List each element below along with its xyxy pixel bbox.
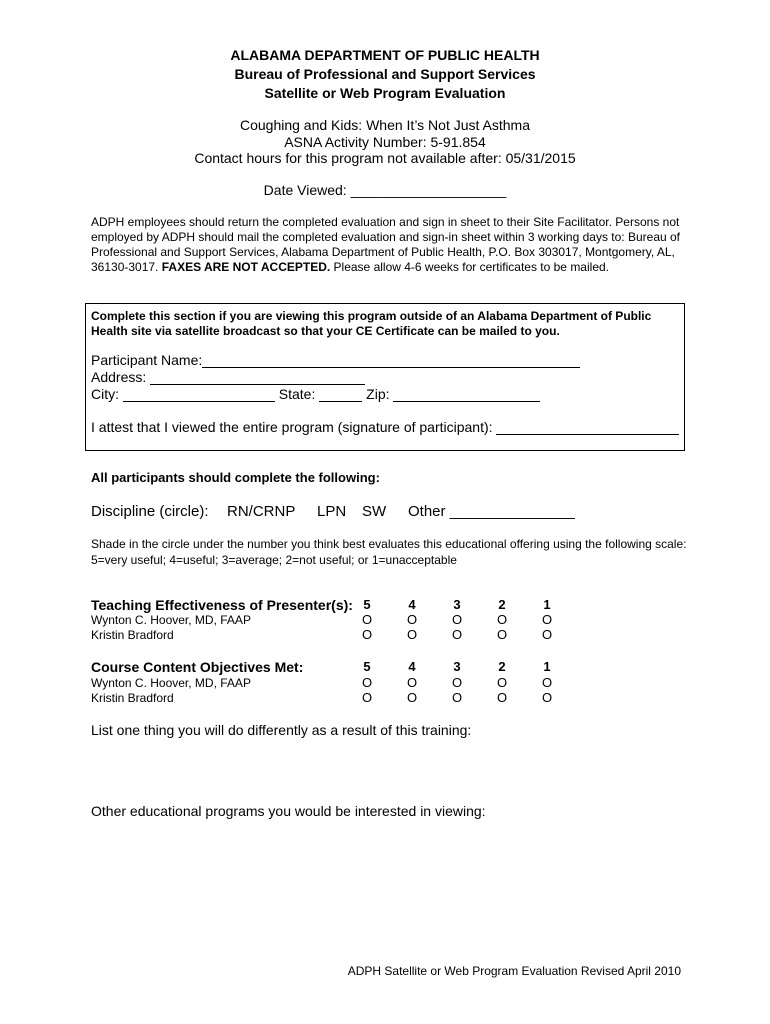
course-content-title: Course Content Objectives Met:: [91, 659, 304, 675]
address-row: [91, 369, 365, 385]
state-label: State:: [278, 386, 316, 402]
presenter-name: Wynton C. Hoover, MD, FAAP: [91, 676, 251, 690]
scale-number: 4: [408, 659, 416, 674]
signature-input[interactable]: [496, 420, 679, 435]
presenter-name: Kristin Bradford: [91, 628, 174, 642]
scale-number: 4: [408, 597, 416, 612]
rating-circle[interactable]: O: [361, 627, 373, 642]
state-input[interactable]: [319, 387, 362, 402]
rating-circle[interactable]: O: [406, 612, 418, 627]
all-participants-heading: All participants should complete the following:: [91, 470, 380, 485]
scale-number: 3: [453, 597, 461, 612]
no-fax-notice: FAXES ARE NOT ACCEPTED.: [161, 260, 331, 274]
rating-circle[interactable]: O: [496, 675, 508, 690]
rating-circle[interactable]: O: [361, 675, 373, 690]
scale-number: 2: [498, 659, 506, 674]
scale-number: 1: [543, 659, 551, 674]
rating-circle[interactable]: O: [361, 690, 373, 705]
presenter-name: Kristin Bradford: [91, 691, 174, 705]
teaching-effectiveness-title: Teaching Effectiveness of Presenter(s):: [91, 597, 353, 613]
rating-scale-instructions: Shade in the circle under the number you think best evaluates this educational offering using the following scale: 5=very useful; 4=useful; 3=average; 2=not useful; or 1=unacceptable: [91, 537, 687, 567]
discipline-option-lpn[interactable]: LPN: [317, 503, 347, 520]
address-label: Address:: [91, 369, 147, 385]
rating-circle[interactable]: O: [451, 612, 463, 627]
participant-name-label: Participant Name:: [91, 352, 203, 368]
rating-circle[interactable]: O: [451, 675, 463, 690]
contact-hours: Contact hours for this program not available after: 05/31/2015: [194, 150, 576, 166]
discipline-label: Discipline (circle):: [91, 503, 209, 520]
city-input[interactable]: [123, 387, 275, 402]
participant-name-input[interactable]: [202, 353, 580, 368]
zip-input[interactable]: [393, 387, 540, 402]
outside-site-section: [85, 303, 685, 451]
discipline-option-sw[interactable]: SW: [362, 503, 387, 520]
rating-circle[interactable]: O: [541, 627, 553, 642]
rating-circle[interactable]: O: [406, 627, 418, 642]
instructions-tail: Please allow 4-6 weeks for certificates to be mailed.: [330, 260, 609, 274]
rating-circle[interactable]: O: [451, 627, 463, 642]
header-bureau: Bureau of Professional and Support Services: [234, 66, 536, 82]
rating-circle[interactable]: O: [541, 690, 553, 705]
scale-number: 2: [498, 597, 506, 612]
date-viewed-field[interactable]: Date Viewed: ____________________: [263, 182, 507, 198]
scale-number: 1: [543, 597, 551, 612]
header-department: ALABAMA DEPARTMENT OF PUBLIC HEALTH: [230, 47, 540, 63]
rating-circle[interactable]: O: [496, 612, 508, 627]
instructions-paragraph: [91, 215, 691, 275]
zip-label: Zip:: [366, 386, 390, 402]
participant-name-row: [91, 352, 580, 368]
footer-revision: ADPH Satellite or Web Program Evaluation Revised April 2010: [347, 964, 681, 978]
program-title: Coughing and Kids: When It’s Not Just Asthma: [239, 117, 530, 133]
rating-circle[interactable]: O: [406, 675, 418, 690]
header-form-title: Satellite or Web Program Evaluation: [264, 85, 506, 101]
question-other-programs: Other educational programs you would be interested in viewing:: [91, 803, 486, 819]
rating-circle[interactable]: O: [451, 690, 463, 705]
rating-circle[interactable]: O: [496, 627, 508, 642]
outside-site-note: Complete this section if you are viewing this program outside of an Alabama Department of Public Health site via satellite broadcast so that your CE Certificate can be mailed to you.: [91, 309, 652, 338]
instructions-text: ADPH employees should return the completed evaluation and sign in sheet to their Site Facilitator. Persons not employed by ADPH should mail the completed evaluation and sign-in sheet within 3 working days to: Bureau of Professional and Support Services, Alabama Department of Public Health, P.O. Box 303017, Montgomery, AL, 36130-3017.: [91, 215, 681, 274]
rating-circle[interactable]: O: [541, 675, 553, 690]
question-do-differently: List one thing you will do differently as a result of this training:: [91, 722, 472, 738]
scale-number: 5: [363, 597, 371, 612]
rating-circle[interactable]: O: [541, 612, 553, 627]
city-state-zip-row: [91, 386, 540, 402]
scale-number: 3: [453, 659, 461, 674]
rating-circle[interactable]: O: [361, 612, 373, 627]
attest-label: I attest that I viewed the entire program (signature of participant):: [91, 419, 493, 435]
presenter-name: Wynton C. Hoover, MD, FAAP: [91, 613, 251, 627]
rating-circle[interactable]: O: [406, 690, 418, 705]
scale-number: 5: [363, 659, 371, 674]
discipline-option-other[interactable]: Other _______________: [408, 503, 575, 520]
discipline-option-rn-crnp[interactable]: RN/CRNP: [227, 503, 296, 520]
address-input[interactable]: [150, 370, 365, 385]
activity-number: ASNA Activity Number: 5-91.854: [284, 134, 486, 150]
city-label: City:: [91, 386, 119, 402]
attest-row: [91, 419, 679, 435]
rating-circle[interactable]: O: [496, 690, 508, 705]
